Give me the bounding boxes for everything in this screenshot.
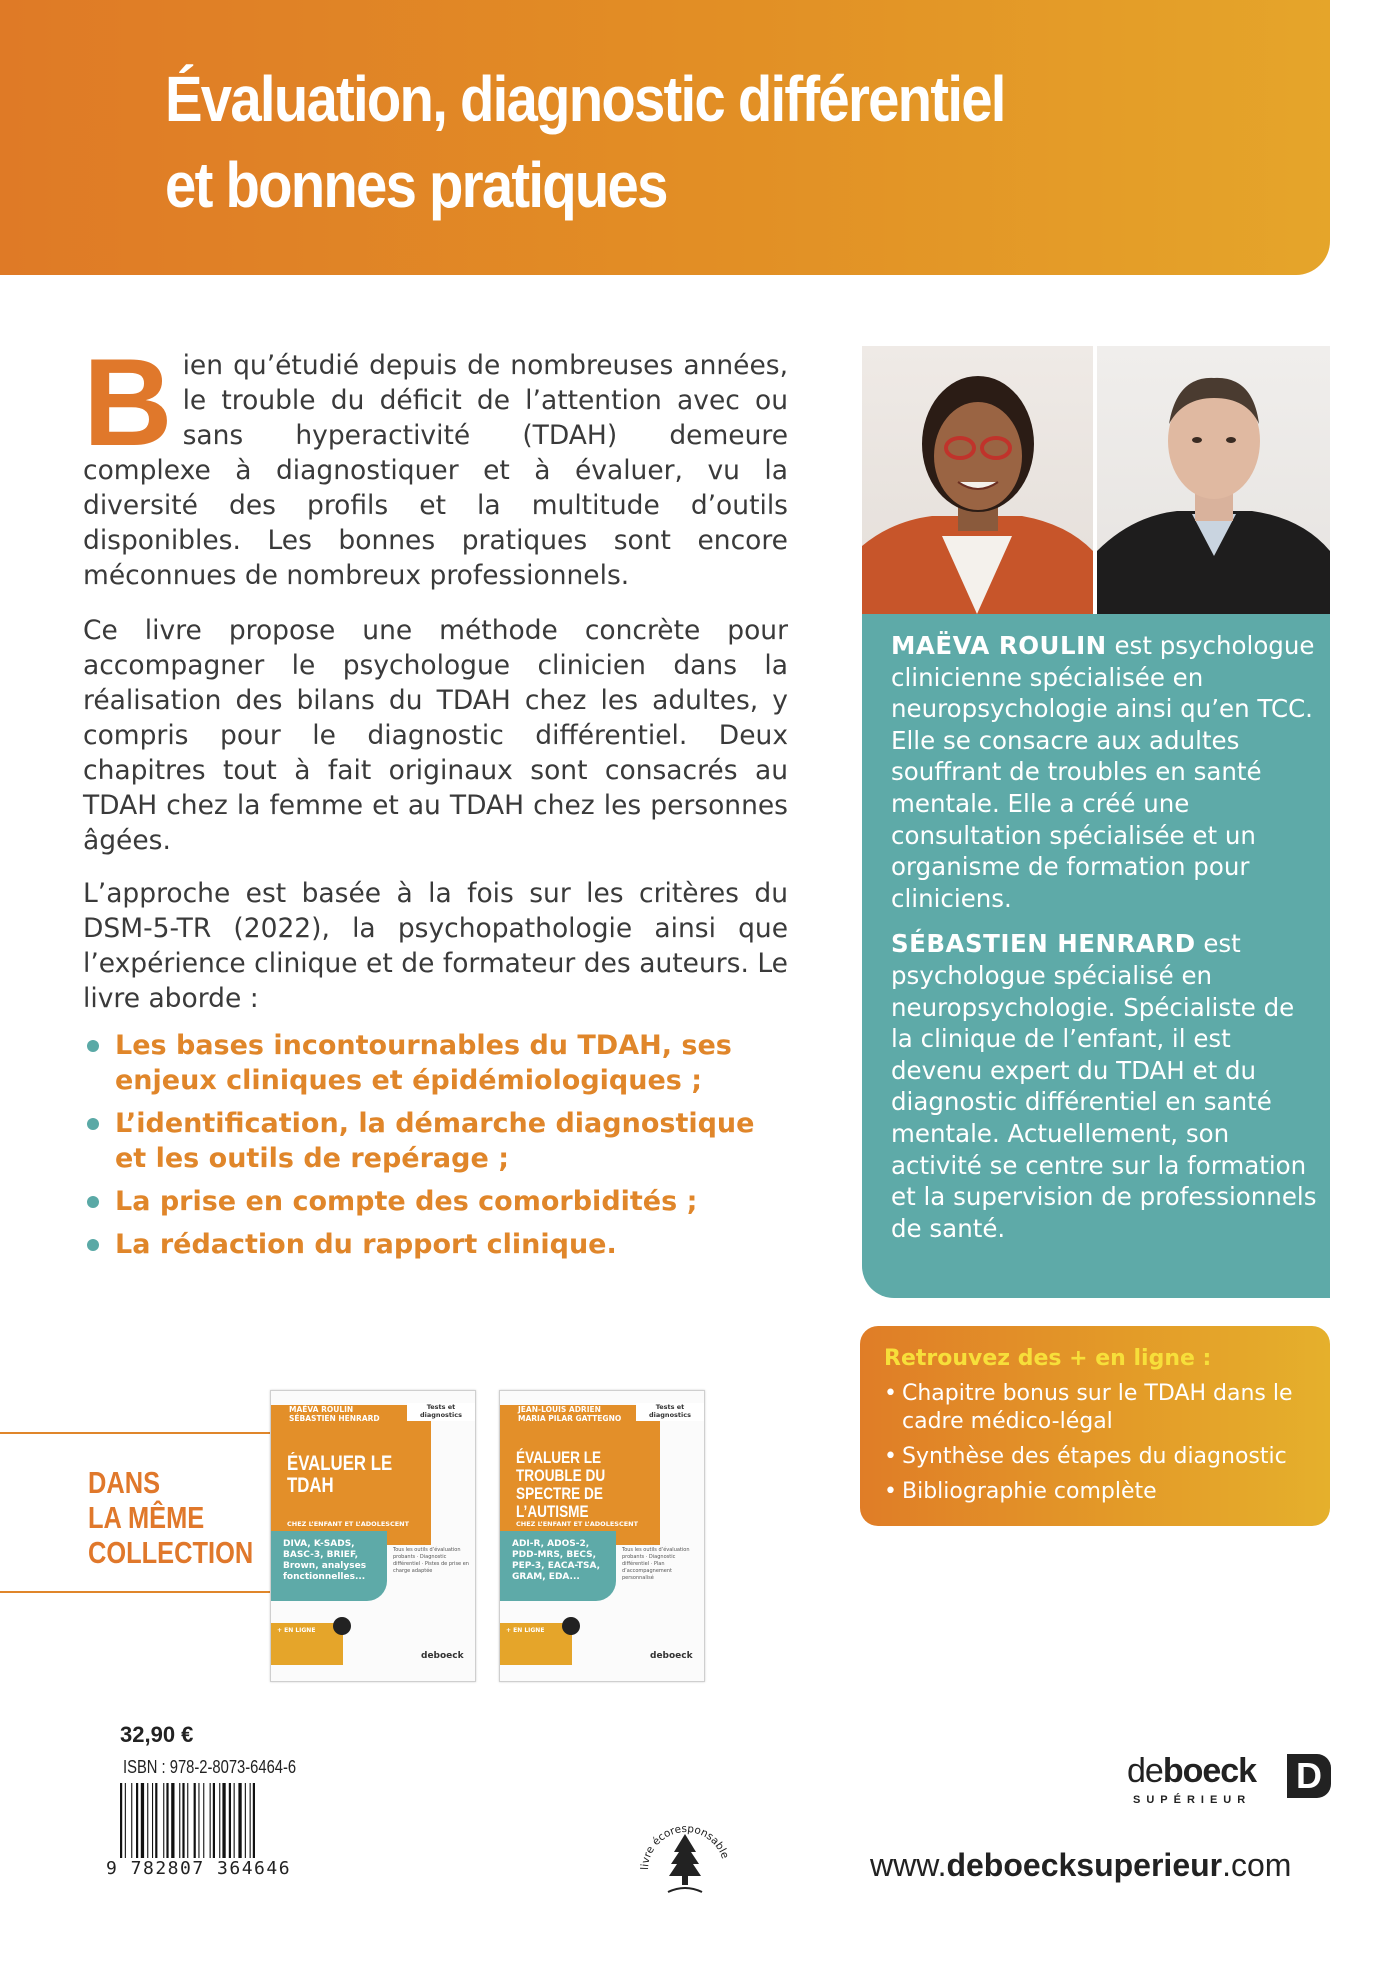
- online-resource-item: • Bibliographie complète: [884, 1478, 1314, 1506]
- authors-bio-box: [862, 614, 1330, 1298]
- expert-badge-icon: [562, 1617, 580, 1635]
- author-bio-text: est psychologue spécialisé en neuropsychologie. Spécialiste de la clinique de l’enfant, il est devenu expert du TDAH et du diagnostic différentiel en santé mentale. Actuellement, son activité se centre sur la formation et la supervision de professionnels de santé.: [891, 929, 1317, 1243]
- author-photo-maeva: [862, 346, 1093, 614]
- topics-list: [83, 1028, 788, 1262]
- book-author-line: JEAN-LOUIS ADRIEN: [518, 1405, 601, 1414]
- topic-item: [83, 1184, 788, 1219]
- online-badge: [500, 1623, 572, 1665]
- author-bio-text: est psychologue clinicienne spécialisée en neuropsychologie ainsi qu’en TCC. Elle se consacre aux adultes souffrant de troubles en santé mentale. Elle a créé une consultation spécialisée et un organisme de formation pour cliniciens.: [891, 631, 1315, 913]
- tools-block: [500, 1531, 616, 1601]
- topic-text: La rédaction du rapport clinique.: [115, 1229, 617, 1260]
- website-domain: deboecksuperieur: [946, 1847, 1223, 1883]
- publisher-name: [1127, 1752, 1256, 1791]
- publisher-b-mark-icon: D: [1287, 1754, 1331, 1798]
- online-resource-item: • Chapitre bonus sur le TDAH dans le cadre médico-légal: [884, 1380, 1314, 1436]
- method-paragraph: Ce livre propose une méthode concrète pour accompagner le psychologue clinicien dans la réalisation des bilans du TDAH chez les adultes, y compris pour le diagnostic différentiel. Deux chapitres tout à fait originaux sont consacrés au TDAH chez la femme et au TDAH chez les personnes âgées.: [83, 615, 788, 856]
- same-collection-label: [88, 1465, 253, 1570]
- book-title: ÉVALUER LE TDAH: [287, 1452, 393, 1497]
- book-features: Tous les outils d’évaluation probants · Diagnostic différentiel · Pistes de prise en charge adaptée: [393, 1547, 469, 1574]
- barcode-icon: [118, 1783, 296, 1858]
- divider-bottom: [0, 1591, 270, 1593]
- eco-label-text: livre écoresponsable: [638, 1822, 732, 1871]
- topic-item: [83, 1227, 788, 1262]
- author-bio-sebastien: [891, 928, 1321, 1244]
- book-cover-evaluer-tdah: [270, 1390, 476, 1682]
- collection-label-line: LA MÊME: [88, 1500, 205, 1535]
- collection-tag: Tests et diagnostics: [636, 1403, 704, 1421]
- book-publisher-logo: deboeck: [650, 1651, 693, 1661]
- online-badge-text: + EN LIGNE: [506, 1627, 545, 1634]
- portrait-man-icon: [1097, 346, 1330, 614]
- publisher-name-light: de: [1127, 1752, 1163, 1790]
- publisher-subtitle: SUPÉRIEUR: [1133, 1794, 1252, 1806]
- tools-text: ADI-R, ADOS-2, PDD-MRS, BECS, PEP-3, EACA-TSA, GRAM, EDA...: [512, 1539, 601, 1582]
- eco-responsible-tree-icon: [630, 1800, 740, 1910]
- authors-bio-text: [891, 630, 1321, 1258]
- tools-block: [271, 1531, 387, 1601]
- book-publisher-logo: deboeck: [421, 1651, 464, 1661]
- publisher-website: [870, 1847, 1291, 1884]
- online-badge: [271, 1623, 343, 1665]
- bullet-dot-icon: [87, 1196, 99, 1208]
- intro-text: ien qu’étudié depuis de nombreuses années, le trouble du déficit de l’attention avec ou sans hyperactivité (TDAH) demeure complexe à diagnostiquer et à évaluer, vu la diversité des profils et la multitude d’outils disponibles. Les bonnes pratiques sont encore méconnues de nombreux professionnels.: [83, 350, 788, 591]
- topic-item: [83, 1106, 788, 1176]
- title-line-2: et bonnes pratiques: [165, 149, 667, 221]
- book-authors: [289, 1405, 380, 1423]
- author-photo-sebastien: [1097, 346, 1330, 614]
- collection-label-line: DANS: [88, 1465, 161, 1500]
- online-resources-title: Retrouvez des + en ligne :: [884, 1346, 1212, 1371]
- website-prefix: www.: [870, 1847, 947, 1883]
- bullet-dot-icon: [87, 1118, 99, 1130]
- online-badge-text: + EN LIGNE: [277, 1627, 316, 1634]
- online-resources-box: [860, 1326, 1330, 1526]
- expert-badge-icon: [333, 1617, 351, 1635]
- book-author-line: MARIA PILAR GATTEGNO: [518, 1414, 622, 1423]
- topic-text: L’identification, la démarche diagnostique et les outils de repérage ;: [115, 1108, 755, 1174]
- book-subtitle: [165, 56, 1005, 228]
- author-name-maeva: MAËVA ROULIN: [891, 631, 1107, 660]
- price: 32,90 €: [120, 1722, 194, 1747]
- collection-label-line: COLLECTION: [88, 1535, 254, 1570]
- author-name-sebastien: SÉBASTIEN HENRARD: [891, 929, 1196, 959]
- book-title: ÉVALUER LE TROUBLE DU SPECTRE DE L’AUTISME: [516, 1448, 606, 1521]
- bullet-dot-icon: [87, 1239, 99, 1251]
- publisher-logo: [1127, 1752, 1332, 1822]
- online-resource-item: • Synthèse des étapes du diagnostic: [884, 1443, 1314, 1471]
- isbn: ISBN : 978-2-8073-6464-6: [123, 1757, 297, 1777]
- topic-text: La prise en compte des comorbidités ;: [115, 1186, 698, 1217]
- publisher-name-bold: boeck: [1162, 1752, 1257, 1790]
- topic-text: Les bases incontournables du TDAH, ses enjeux cliniques et épidémiologiques ;: [115, 1030, 732, 1096]
- book-features: Tous les outils d’évaluation probants · Diagnostic différentiel · Plan d’accompagnement personnalisé: [622, 1547, 690, 1581]
- book-author-line: MAËVA ROULIN: [289, 1405, 354, 1414]
- author-bio-maeva: [891, 630, 1321, 914]
- book-cover-evaluer-autisme: [499, 1390, 705, 1682]
- collection-tag: Tests et diagnostics: [407, 1403, 475, 1421]
- intro-paragraph: [83, 334, 788, 593]
- website-suffix: .com: [1222, 1847, 1292, 1883]
- portrait-woman-icon: [862, 346, 1093, 614]
- barcode-number: 9 782807 364646: [106, 1858, 292, 1879]
- book-subtitle-text: CHEZ L’ENFANT ET L’ADOLESCENT: [287, 1520, 410, 1528]
- topic-item: [83, 1028, 788, 1098]
- approach-paragraph: L’approche est basée à la fois sur les critères du DSM-5-TR (2022), la psychopathologie ainsi que l’expérience clinique et de formateur des auteurs. Le livre aborde :: [83, 878, 788, 1014]
- book-subtitle-text: CHEZ L’ENFANT ET L’ADOLESCENT: [516, 1520, 639, 1528]
- online-resources-list: [884, 1380, 1314, 1513]
- bullet-dot-icon: [87, 1040, 99, 1052]
- title-banner: [0, 0, 1330, 275]
- title-line-1: Évaluation, diagnostic différentiel: [165, 63, 1005, 135]
- book-authors: [518, 1405, 621, 1423]
- divider-top: [0, 1432, 270, 1434]
- back-cover-text: [83, 334, 788, 1270]
- book-author-line: SÉBASTIEN HENRARD: [289, 1414, 380, 1423]
- tools-text: DIVA, K-SADS, BASC-3, BRIEF, Brown, analyses fonctionnelles...: [283, 1539, 367, 1582]
- drop-cap: B: [83, 334, 173, 472]
